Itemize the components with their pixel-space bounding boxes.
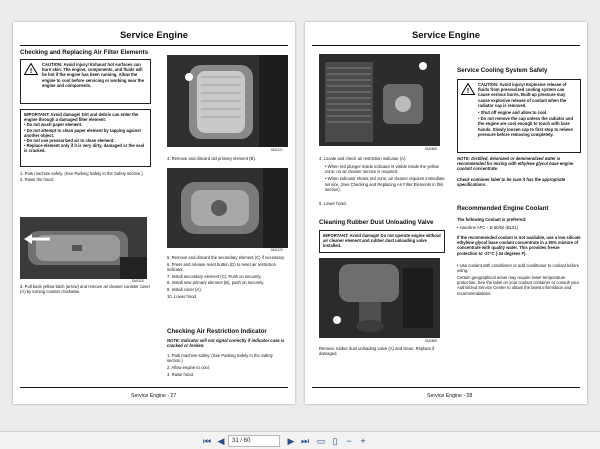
step: 10. Lower hood. — [167, 293, 198, 299]
valve-important-box: IMPORTANT: Avoid damage! Do not operate engine without air cleaner element and rubber dust unloading valve installed. — [319, 230, 445, 253]
warning-icon — [461, 83, 475, 95]
step: 8. Install new primary element (B), push on securely. — [167, 280, 265, 286]
step: 1. Park machine safely. (See Parking Safely in the Safety section.) — [20, 171, 143, 176]
step-4: 4. Remove and discard old primary element (B). — [167, 156, 256, 161]
dust-valve-photo — [319, 258, 440, 338]
important-bullet: • Do not wash paper element. — [24, 122, 83, 128]
last-page-icon[interactable]: ⏭ — [300, 436, 310, 446]
air-cleaner-illustration — [20, 217, 147, 279]
page-footer: Service Engine - 28 — [427, 393, 473, 399]
important-bullet: • Replace element only if it is very dirty, damaged or the seal is cracked. — [24, 143, 145, 154]
caution-box — [20, 59, 151, 104]
secondary-element-illustration — [167, 168, 288, 248]
note: NOTE: Indicator will not signal correctly if indicator case is cracked or broken. — [167, 338, 285, 349]
step-3: 3. Pull back yellow latch (arrow) and remove air cleaner canister cover (A) by turning counter clockwise. — [20, 284, 151, 295]
page-27 — [13, 22, 295, 404]
indicator-bullets — [325, 164, 445, 192]
cooling-caution-text: CAUTION: Avoid injury! Explosive release of fluids from pressurized cooling system can cause serious burns. Built-up pressure may cause explosive release of coolant when the radiator cap is removed. — [478, 82, 567, 108]
page-header: Service Engine — [411, 30, 481, 41]
restriction-indicator-illustration — [319, 54, 440, 146]
havoline-bullet: • Havoline AFC – B 50/50 (BL01) — [457, 225, 519, 230]
primary-element-photo — [167, 55, 288, 147]
svg-text:!: ! — [466, 88, 470, 95]
step: 1. Park machine safely. (See Parking Safely in the Safety section.) — [167, 353, 273, 364]
page-number-input[interactable]: 31 / 60 — [228, 435, 280, 447]
secondary-element-photo — [167, 168, 288, 248]
page-28 — [305, 22, 587, 404]
steps-middle — [167, 255, 289, 299]
bullet: • When indicator shows red zone, air cleaner requires immediate service. (See Checking and Replacing Air Filter Elements in this section). — [325, 176, 445, 192]
air-cleaner-photo — [20, 217, 147, 279]
restriction-indicator-photo — [319, 54, 440, 146]
valve-title: Cleaning Rubber Dust Unloading Valve — [319, 219, 434, 226]
step: 2. Raise the hood. — [20, 177, 54, 183]
step: 3. Raise hood. — [167, 371, 195, 377]
fit-page-icon[interactable]: ▯ — [332, 436, 338, 446]
important-title: IMPORTANT: Avoid damage! — [24, 112, 81, 117]
note: NOTE: Distilled, deionized or demineralized water is recommended for mixing with ethylene glycol base engine coolant concentrate. — [457, 156, 574, 172]
subsection-title: Checking Air Restriction Indicator — [167, 328, 267, 335]
caution-text: CAUTION: Avoid injury! Exhaust hot surfaces can burn skin. The engine, components, and fluids will be hot if the engine has been running. Allow the engine to cool before servicing or working near the engine and components. — [42, 62, 144, 88]
figure-id: DM1121 — [271, 148, 283, 152]
header-rule — [20, 45, 288, 46]
step-4: 4. Locate and check air restriction indicator (A). — [319, 156, 407, 161]
valve-instruction: Remove rubber dust unloading valve (A) and clean. Replace if damaged. — [319, 346, 435, 357]
cooling-caution-box — [457, 79, 581, 153]
prev-page-icon[interactable]: ◀ — [217, 436, 225, 446]
footer-rule — [20, 387, 288, 388]
coolant-title: Recommended Engine Coolant — [457, 205, 549, 212]
figure-id: DM1118 — [132, 279, 144, 283]
caution-bullet: • Do not remove the cap unless the radiator and the engine are cool enough to touch with bare hands. Slowly loosen cap to first stop to relieve pressure before removing completely. — [478, 116, 574, 137]
next-page-icon[interactable]: ▶ — [287, 436, 295, 446]
figure-id: DM2805 — [425, 147, 438, 151]
primary-element-illustration — [167, 55, 288, 147]
first-page-icon[interactable]: ⏮ — [202, 436, 212, 446]
figure-id: DM2869 — [425, 339, 438, 343]
step: 5. Remove and discard the secondary element (C) if necessary. — [167, 255, 285, 260]
warning-icon — [24, 63, 38, 75]
important-text: Dirt and debris can enter the engine through a damaged filter element: — [24, 112, 139, 123]
step: 7. Install secondary element (C). Push on securely. — [167, 273, 262, 279]
important-bullet: • Do not use pressurized air to clean element. — [24, 138, 115, 144]
svg-text:!: ! — [29, 68, 33, 75]
step: 2. Allow engine to cool. — [167, 364, 210, 370]
zoom-out-icon[interactable]: − — [346, 436, 352, 446]
zoom-in-icon[interactable]: + — [360, 436, 366, 446]
viewer-toolbar — [0, 431, 600, 449]
check-label-text: Check container label to be sure it has the appropriate specifications. — [457, 177, 566, 188]
step: 9. Install cover (A). — [167, 287, 202, 293]
step-5: 5. Lower hood. — [319, 201, 347, 206]
page-footer: Service Engine - 27 — [131, 393, 177, 399]
fit-width-icon[interactable]: ▭ — [316, 436, 326, 446]
footer-rule — [312, 387, 580, 388]
conditioner-bullet: • Use coolant with conditioner or add conditioner to coolant before using. — [457, 263, 580, 274]
dust-valve-illustration — [319, 258, 440, 338]
figure-id: DM1120 — [271, 248, 283, 252]
important-bullet: • Do not attempt to clean paper element by tapping against another object. — [24, 127, 141, 138]
alternative-coolant-text: If the recommended coolant is not available, use a low silicate ethylene glycol base coolant concentrate in a 50% mixture of concentrate with quality water. This provides freeze protection to -37°C (-34 degrees F). — [457, 235, 581, 256]
steps-start — [20, 171, 151, 182]
important-box — [20, 109, 151, 167]
step: 6. Press and release reset button (D) to reset air restriction indicator. — [167, 261, 276, 272]
section-title: Checking and Replacing Air Filter Elements — [20, 49, 149, 56]
bullet: • When red plunger inside indicator is visible inside the yellow zone, no air cleaner service is required. — [325, 164, 439, 175]
geographic-text: Certain geographical areas may require lower temperature protection. See the label on your coolant container or consult your Authorized Service Center to obtain the latest information and recommendations. — [457, 275, 579, 296]
steps-end — [167, 353, 289, 377]
header-rule — [312, 45, 580, 46]
caution-bullet: • Shut off engine and allow to cool. — [478, 110, 548, 116]
page-header: Service Engine — [119, 30, 189, 41]
preferred-text: The following Coolant is preferred: — [457, 217, 527, 222]
cooling-title: Service Cooling System Safely — [457, 67, 548, 74]
